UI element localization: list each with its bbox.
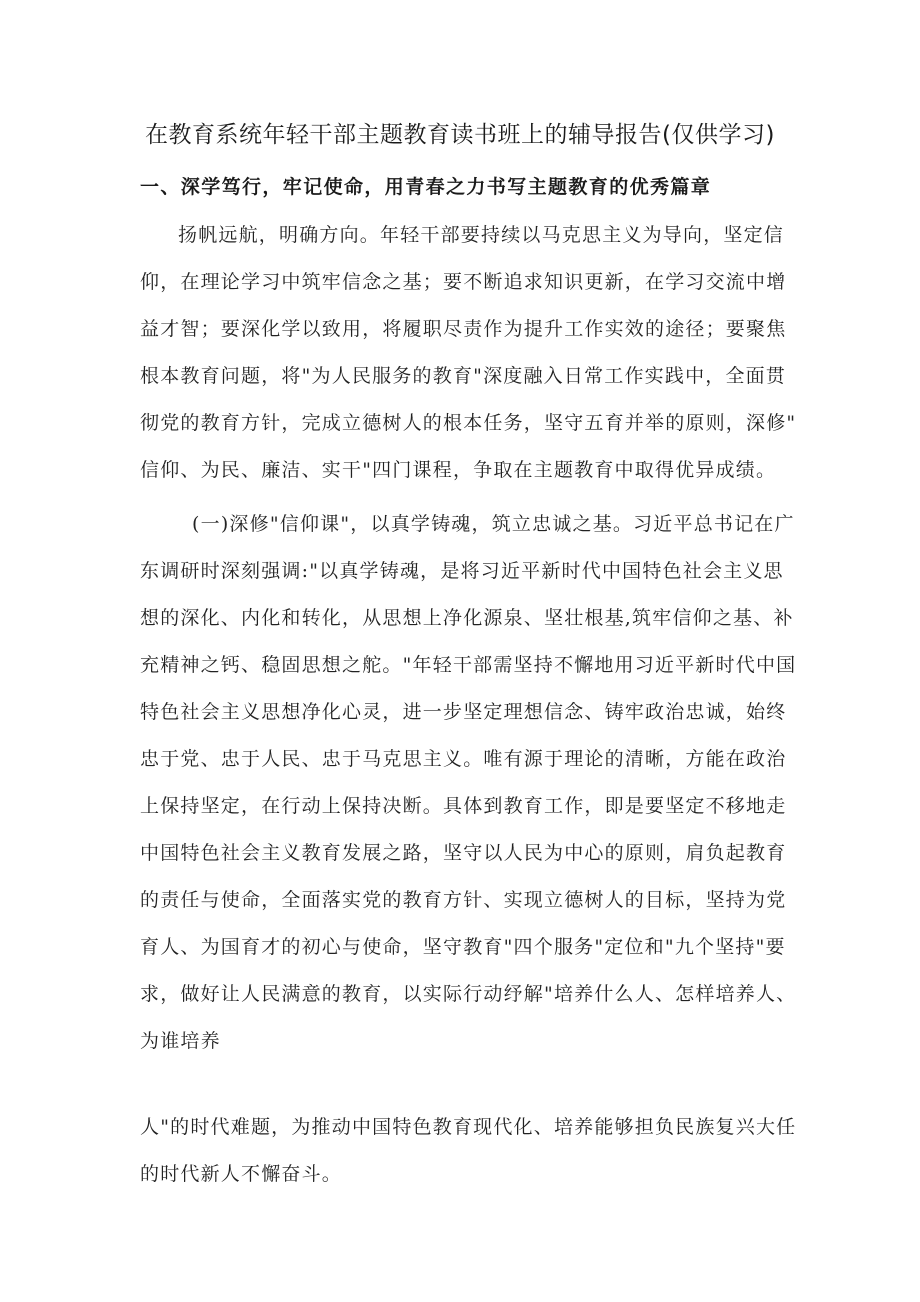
document-title: 在教育系统年轻干部主题教育读书班上的辅导报告(仅供学习) <box>145 122 775 148</box>
paragraph-line: 东调研时深刻强调:"以真学铸魂，是将习近平新时代中国特色社会主义思 <box>140 560 784 582</box>
paragraph-line: 充精神之钙、稳固思想之舵。"年轻干部需坚持不懈地用习近平新时代中国 <box>140 654 797 676</box>
paragraph-line: 人"的时代难题，为推动中国特色教育现代化、培养能够担负民族复兴大任 <box>140 1116 797 1138</box>
paragraph-line: 为谁培养 <box>140 1030 221 1052</box>
paragraph-line: 信仰、为民、廉洁、实干"四门课程，争取在主题教育中取得优异成绩。 <box>140 459 777 481</box>
paragraph-line: (一)深修"信仰课"，以真学铸魂，筑立忠诚之基。习近平总书记在广 <box>192 513 795 535</box>
paragraph-line: 忠于党、忠于人民、忠于马克思主义。唯有源于理论的清晰，方能在政治 <box>140 748 787 770</box>
paragraph-line: 中国特色社会主义教育发展之路，坚守以人民为中心的原则，肩负起教育 <box>140 842 787 864</box>
paragraph-line: 的时代新人不懈奋斗。 <box>140 1163 343 1185</box>
paragraph-line: 特色社会主义思想净化心灵，进一步坚定理想信念、铸牢政治忠诚，始终 <box>140 701 787 723</box>
section-heading: 一、深学笃行，牢记使命，用青春之力书写主题教育的优秀篇章 <box>140 176 712 198</box>
paragraph-line: 扬帆远航，明确方向。年轻干部要持续以马克思主义为导向，坚定信 <box>178 224 785 246</box>
paragraph-line: 的责任与使命，全面落实党的教育方针、实现立德树人的目标，坚持为党 <box>140 889 787 911</box>
paragraph-line: 想的深化、内化和转化，从思想上净化源泉、坚壮根基,筑牢信仰之基、补 <box>140 607 794 629</box>
paragraph-line: 根本教育问题，将"为人民服务的教育"深度融入日常工作实践中，全面贯 <box>140 365 787 387</box>
paragraph-line: 求，做好让人民满意的教育，以实际行动纾解"培养什么人、怎样培养人、 <box>140 983 797 1005</box>
paragraph-line: 益才智；要深化学以致用，将履职尽责作为提升工作实效的途径；要聚焦 <box>140 318 787 340</box>
paragraph-line: 仰，在理论学习中筑牢信念之基；要不断追求知识更新，在学习交流中增 <box>140 271 787 293</box>
paragraph-3 <box>140 1104 800 1198</box>
paragraph-1 <box>140 212 800 494</box>
paragraph-line: 上保持坚定，在行动上保持决断。具体到教育工作，即是要坚定不移地走 <box>140 795 787 817</box>
paragraph-line: 育人、为国育才的初心与使命，坚守教育"四个服务"定位和"九个坚持"要 <box>140 936 786 958</box>
paragraph-2 <box>140 501 800 1065</box>
paragraph-line: 彻党的教育方针，完成立德树人的根本任务，坚守五育并举的原则，深修" <box>140 412 797 434</box>
